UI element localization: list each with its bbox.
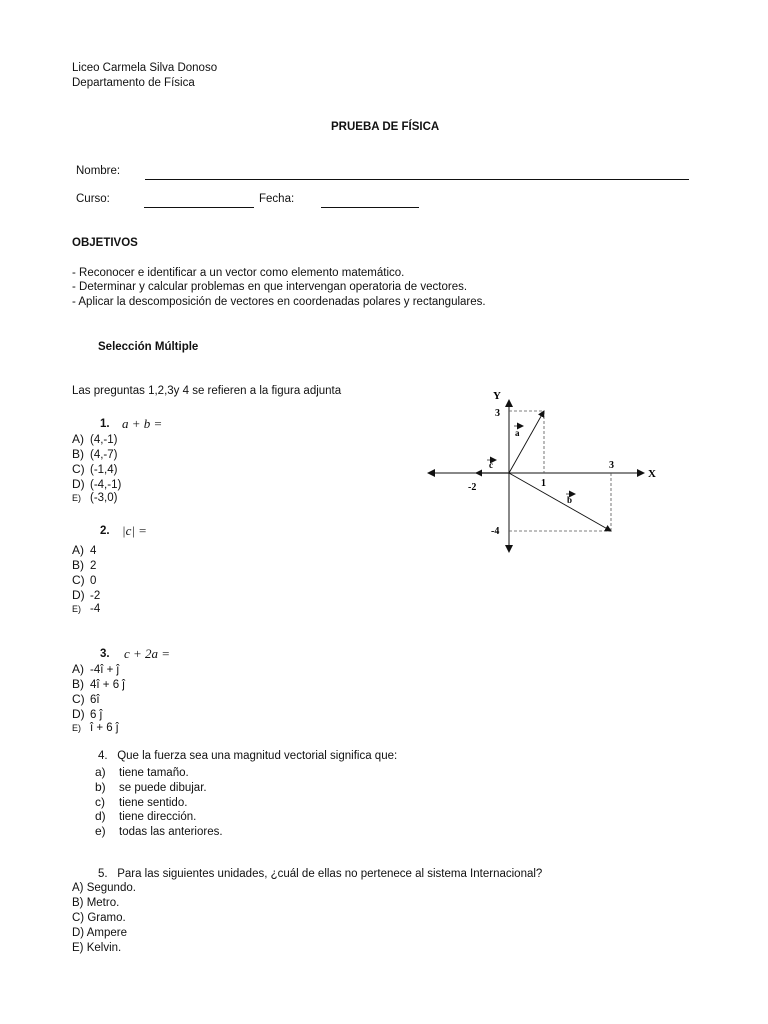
objective-item: - Determinar y calcular problemas en que intervengan operatoria de vectores.: [72, 281, 468, 293]
option-text: 0: [90, 575, 97, 587]
option-text: -4: [90, 603, 101, 615]
vector-a: [509, 411, 544, 473]
question-expression: |c| =: [122, 523, 147, 538]
option[interactable]: [95, 780, 207, 794]
question-4: [98, 750, 397, 762]
option-text: -4î + ĵ: [90, 664, 120, 676]
objectives-heading: OBJETIVOS: [72, 237, 138, 249]
option-text: tiene sentido.: [119, 797, 188, 809]
question-number: 3.: [100, 648, 110, 660]
school-name: Liceo Carmela Silva Donoso: [72, 62, 218, 74]
option[interactable]: B) Metro.: [72, 897, 120, 909]
option-text: (-3,0): [90, 492, 118, 504]
option[interactable]: [72, 447, 117, 461]
option[interactable]: [72, 603, 100, 615]
option-letter: B): [72, 558, 84, 572]
tick-label: 3: [495, 408, 500, 419]
option-text: (4,-7): [90, 449, 118, 461]
page-title: PRUEBA DE FÍSICA: [331, 121, 440, 133]
x-axis-label: X: [648, 468, 656, 480]
vector-b: [509, 473, 611, 531]
y-axis-label: Y: [493, 390, 501, 402]
tick-label: 3: [609, 460, 614, 471]
question-number: 1.: [100, 418, 110, 430]
option-text: tiene tamaño.: [119, 767, 189, 779]
tick-label: -2: [468, 482, 477, 493]
question-number: 4.: [98, 750, 108, 762]
option[interactable]: [72, 677, 125, 691]
tick-label: 1: [541, 478, 546, 489]
option-text: 2: [90, 560, 97, 572]
option-letter: c): [95, 795, 105, 809]
question-5: [98, 868, 542, 880]
option-letter: D): [72, 588, 85, 602]
option[interactable]: [72, 558, 96, 572]
name-field[interactable]: [145, 179, 689, 180]
option[interactable]: [72, 477, 121, 491]
question-text: Para las siguientes unidades, ¿cuál de ellas no pertenece al sistema Internacional?: [117, 868, 543, 880]
question-expression: c + 2a =: [124, 646, 171, 661]
course-label: Curso:: [76, 193, 110, 205]
option-text: todas las anteriores.: [119, 826, 223, 838]
option-text: (-1,4): [90, 464, 118, 476]
option-text: se puede dibujar.: [119, 782, 207, 794]
option[interactable]: [72, 432, 117, 446]
tick-label: -4: [491, 526, 500, 537]
option-letter: C): [72, 462, 85, 476]
department-name: Departamento de Física: [72, 77, 195, 89]
section-heading: Selección Múltiple: [98, 341, 199, 353]
option-letter: a): [95, 765, 106, 779]
date-label: Fecha:: [259, 193, 295, 205]
option[interactable]: [72, 492, 117, 504]
option-letter: D): [72, 707, 85, 721]
option[interactable]: [72, 692, 100, 706]
option-letter: D): [72, 477, 85, 491]
question-number: 5.: [98, 868, 108, 880]
option-text: 4: [90, 545, 97, 557]
option[interactable]: [72, 573, 96, 587]
option[interactable]: [95, 824, 223, 838]
option-letter: d): [95, 809, 106, 823]
option[interactable]: [72, 462, 117, 476]
vector-figure: [420, 380, 670, 570]
option[interactable]: C) Gramo.: [72, 912, 126, 924]
vector-label-c: c: [489, 460, 493, 470]
option-letter: b): [95, 780, 106, 794]
date-field[interactable]: [321, 207, 419, 208]
option[interactable]: [72, 662, 119, 676]
option[interactable]: E) Kelvin.: [72, 942, 122, 954]
option[interactable]: [72, 707, 102, 721]
question-number: 2.: [100, 525, 110, 537]
option-letter: A): [72, 662, 84, 676]
option-letter: C): [72, 692, 85, 706]
option-letter: E): [72, 493, 81, 503]
option[interactable]: [72, 588, 100, 602]
option-text: tiene dirección.: [119, 811, 197, 823]
option-text: (4,-1): [90, 434, 118, 446]
option-text: 6î: [90, 694, 100, 706]
option[interactable]: D) Ampere: [72, 927, 127, 939]
option[interactable]: [95, 809, 196, 823]
option-text: 4î + 6 ĵ: [90, 679, 125, 691]
option-letter: B): [72, 447, 84, 461]
question-expression: a + b =: [122, 416, 163, 431]
option-text: (-4,-1): [90, 479, 122, 491]
option-text: î + 6 ĵ: [90, 722, 119, 734]
option-letter: A): [72, 432, 84, 446]
question-text: Que la fuerza sea una magnitud vectorial significa que:: [117, 750, 398, 762]
option-text: -2: [90, 590, 101, 602]
option[interactable]: A) Segundo.: [72, 882, 136, 894]
vector-label-b: b: [567, 495, 573, 505]
option[interactable]: [72, 543, 96, 557]
option-letter: A): [72, 543, 84, 557]
option[interactable]: [72, 722, 118, 734]
questions-intro: Las preguntas 1,2,3y 4 se refieren a la figura adjunta: [72, 385, 342, 397]
name-label: Nombre:: [76, 165, 121, 177]
vector-label-a: a: [515, 428, 520, 438]
option-letter: E): [72, 604, 81, 614]
option-letter: C): [72, 573, 85, 587]
objective-item: - Aplicar la descomposición de vectores en coordenadas polares y rectangulares.: [72, 296, 486, 308]
option-letter: e): [95, 824, 106, 838]
option-text: 6 ĵ: [90, 709, 103, 721]
option[interactable]: [95, 795, 187, 809]
objective-item: - Reconocer e identificar a un vector como elemento matemático.: [72, 267, 405, 279]
option-letter: E): [72, 723, 81, 733]
option[interactable]: [95, 765, 189, 779]
course-field[interactable]: [144, 207, 254, 208]
option-letter: B): [72, 677, 84, 691]
